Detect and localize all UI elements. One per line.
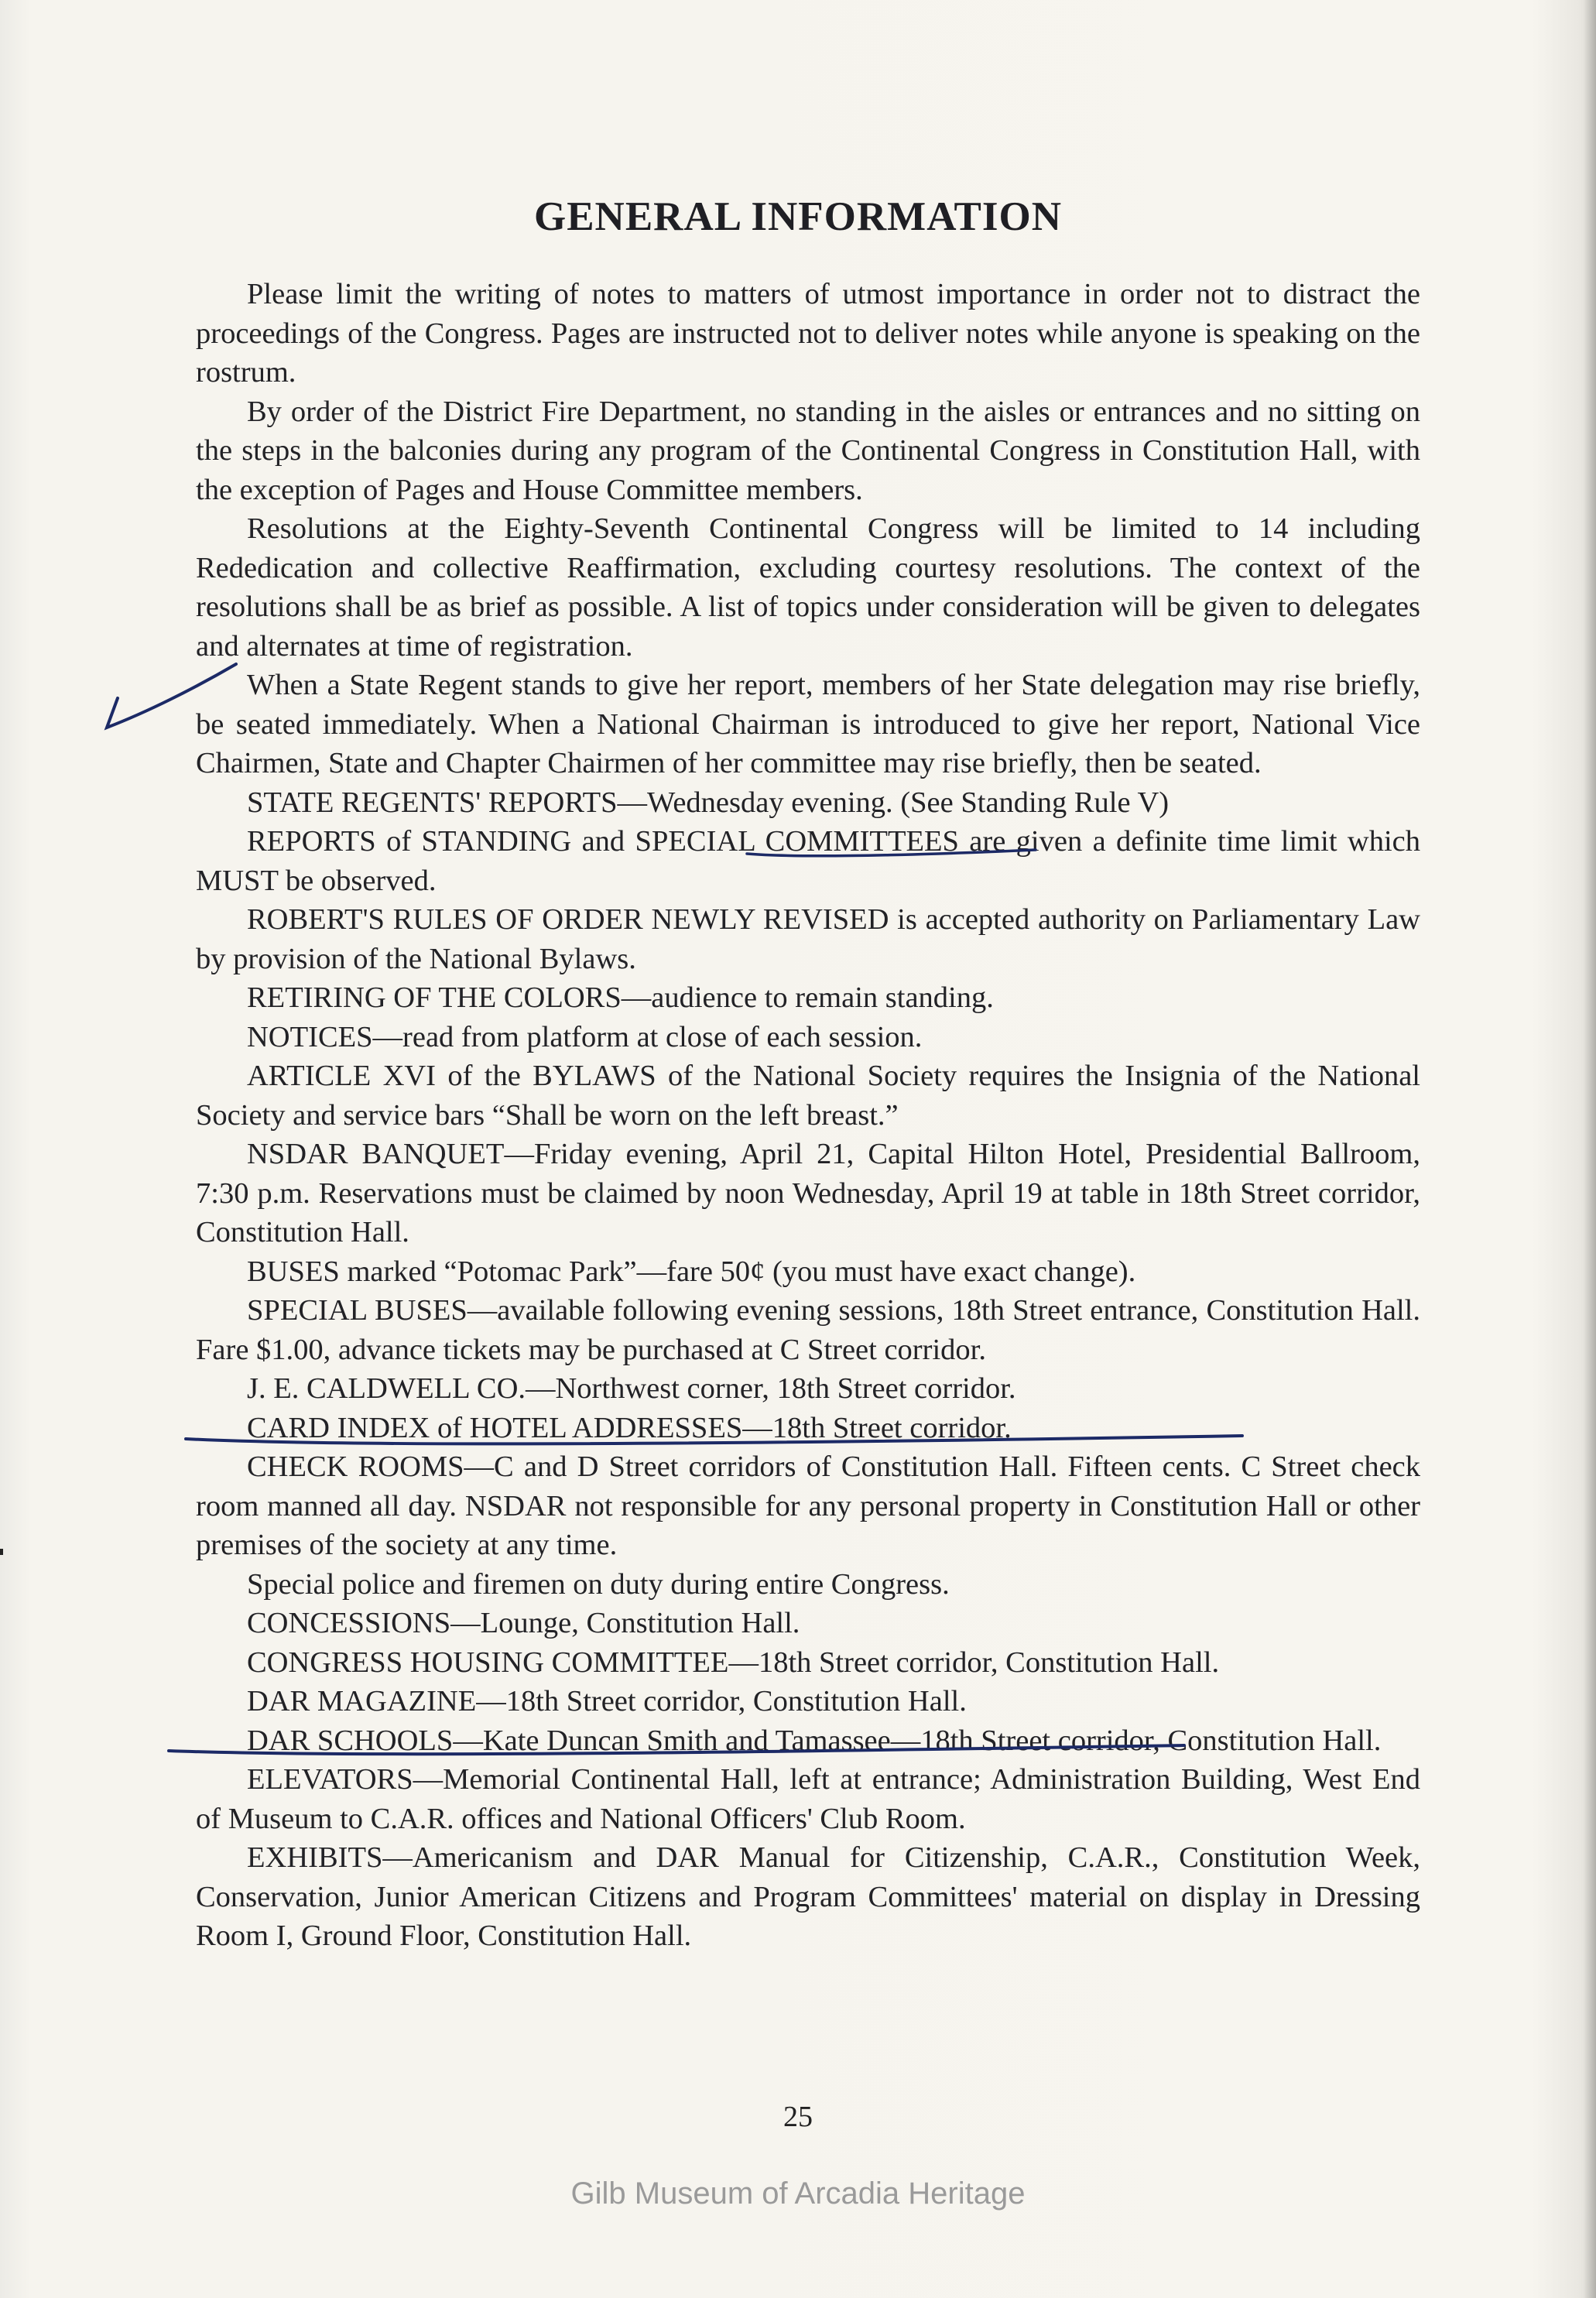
paragraph-housing: CONGRESS HOUSING COMMITTEE—18th Street corridor, Constitution Hall. xyxy=(247,1646,1220,1679)
paragraph-notes: Please limit the writing of notes to matters of utmost importance in order not to distract the proceedings of the Congress. Pages are instructed not to deliver notes while anyone is speaking on the rostrum. xyxy=(196,278,1420,389)
paragraph-elevators: ELEVATORS—Memorial Continental Hall, left at entrance; Administration Building, West End of Museum to C.A.R. offices and National Officers' Club Room. xyxy=(196,1763,1420,1835)
paragraph-dar-schools: DAR SCHOOLS—Kate Duncan Smith and Tamassee—18th Street corridor, Constitution Hall. xyxy=(247,1724,1382,1757)
paragraph-special-buses: SPECIAL BUSES—available following evening sessions, 18th Street entrance, Constitution Hall. Fare $1.00, advance tickets may be purchased at C Street corridor. xyxy=(196,1294,1420,1366)
paragraph-article-xvi: ARTICLE XVI of the BYLAWS of the National Society requires the Insignia of the National Society and service bars “Shall be worn on the left breast.” xyxy=(196,1060,1420,1132)
paragraph-card-index: CARD INDEX of HOTEL ADDRESSES—18th Street corridor. xyxy=(247,1411,1012,1444)
paragraph-retiring-colors: RETIRING OF THE COLORS—audience to remain standing. xyxy=(247,981,994,1014)
paragraph-resolutions: Resolutions at the Eighty-Seventh Continental Congress will be limited to 14 including Rededication and collective Reaffirmation, excluding courtesy resolutions. The context of the resolutions shall be as brief as possible. A list of topics under consideration will be given to delegates and alternates at time of registration. xyxy=(196,512,1420,663)
paragraph-state-regents-reports: STATE REGENTS' REPORTS—Wednesday evening. (See Standing Rule V) xyxy=(247,786,1170,819)
paragraph-roberts-rules: ROBERT'S RULES OF ORDER NEWLY REVISED is accepted authority on Parliamentary Law by provision of the National Bylaws. xyxy=(196,903,1420,975)
page-edge-shadow xyxy=(1584,0,1596,2298)
paragraph-concessions: CONCESSIONS—Lounge, Constitution Hall. xyxy=(247,1607,800,1639)
general-information-body xyxy=(196,275,1420,1956)
scan-edge-mark xyxy=(0,1549,3,1555)
paragraph-committee-reports: REPORTS of STANDING and SPECIAL COMMITTEES are given a definite time limit which MUST be observed. xyxy=(196,825,1420,897)
page-title: GENERAL INFORMATION xyxy=(533,194,1063,239)
paragraph-buses: BUSES marked “Potomac Park”—fare 50¢ (you must have exact change). xyxy=(247,1255,1136,1288)
paragraph-check-rooms: CHECK ROOMS—C and D Street corridors of Constitution Hall. Fifteen cents. C Street check room manned all day. NSDAR not responsible for any personal property in Constitution Hall or other premises of the society at any time. xyxy=(196,1450,1420,1561)
paragraph-caldwell: J. E. CALDWELL CO.—Northwest corner, 18th Street corridor. xyxy=(247,1372,1016,1405)
paragraph-banquet: NSDAR BANQUET—Friday evening, April 21, Capital Hilton Hotel, Presidential Ballroom, 7:30 p.m. Reservations must be claimed by noon Wednesday, April 19 at table in 18th Street corridor, Constitution Hall. xyxy=(196,1138,1420,1248)
paragraph-fire-department: By order of the District Fire Department, no standing in the aisles or entrances and no sitting on the steps in the balconies during any program of the Continental Congress in Constitution Hall, with the exception of Pages and House Committee members. xyxy=(196,395,1420,506)
paragraph-notices: NOTICES—read from platform at close of each session. xyxy=(247,1020,923,1053)
paragraph-police: Special police and firemen on duty during entire Congress. xyxy=(247,1567,950,1601)
paragraph-exhibits: EXHIBITS—Americanism and DAR Manual for Citizenship, C.A.R., Constitution Week, Conservation, Junior American Citizens and Program Committees' material on display in Dressing Room I, Ground Floor, Constitution Hall. xyxy=(196,1841,1420,1952)
page-number: 25 xyxy=(783,2101,813,2133)
paragraph-dar-magazine: DAR MAGAZINE—18th Street corridor, Constitution Hall. xyxy=(247,1685,967,1718)
watermark-text: Gilb Museum of Arcadia Heritage xyxy=(570,2176,1026,2211)
paragraph-state-regent: When a State Regent stands to give her report, members of her State delegation may rise briefly, be seated immediately. When a National Chairman is introduced to give her report, National Vice Chairmen, State and Chapter Chairmen of her committee may rise briefly, then be seated. xyxy=(196,669,1420,779)
